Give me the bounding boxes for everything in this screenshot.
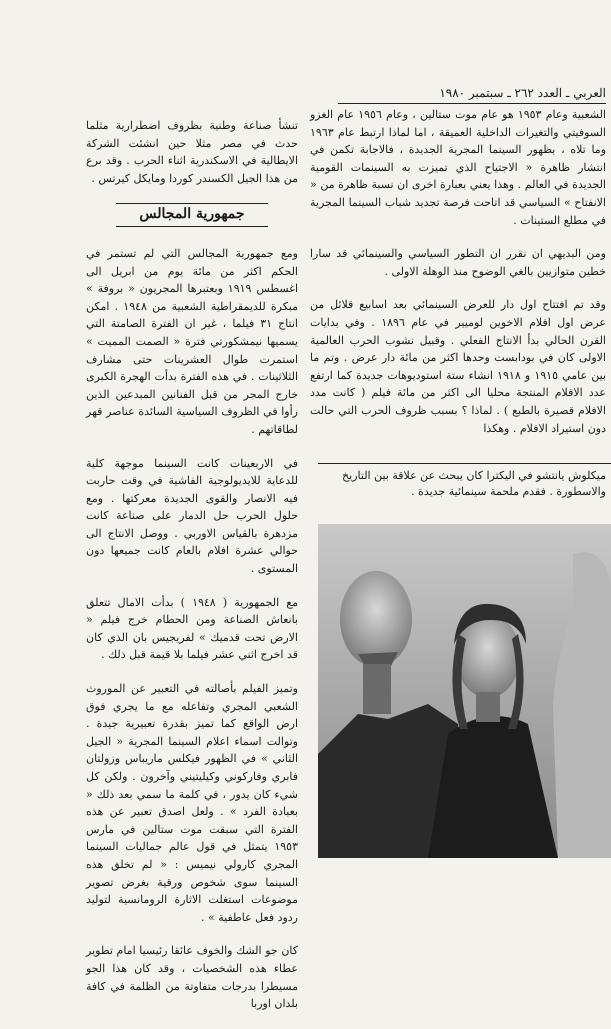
body-paragraph: مع الجمهورية ( ١٩٤٨ ) بدأت الامال تتعلق بانعاش الصناعة ومن الحطام خرج فيلم « الارض تحت قدميك » لفريجيس بان الذي كان قد اخرج اثني عشر فيلما بلا قيمة قبل ذلك . (86, 595, 298, 662)
body-paragraph: في الاربعينات كانت السينما موجهة كلية للدعاية للايديولوجية الفاشية في وقت حاربت فيه الانصار والقوى الجديدة معركتها . ومع حلول الحرب حل الدمار على صناعة كانت مزدهرة بالقياس الاوربي . ووصل الانتاج الى حوالي عشرة افلام بالعام كانت جميعها دون المستوى . (86, 456, 298, 576)
body-paragraph: وتميز الفيلم بأصالته في التعبير عن الموروث الشعبي المجري وتفاعله مع ما يجري فوق ارض الواقع كما تميز بقدرة تعبيرية جيدة . وتوالت اسماء اعلام السينما المجرية « الجيل الثاني » في الظهور فيكلس ماريباس وزولتان فابري وفاركوني وكيليتيني وآخرون . ولكن كل شيء كان يدور ، في كلمة ما سمي بعد ذلك « بعبادة الفرد » . ولعل اصدق تعبير عن هذه الفترة التي سبقت موت ستالين في مارس ١٩٥٣ يتمثل في قول عالم جماليات السينما المجري كارولي نيميس : « لم تخلق هذه السينما سوى شخوص ورقية بغرض تصوير موضوعات استغلت الاثارة الرومانسية لتوليد ردود فعل عاطفية » . (86, 682, 298, 924)
left-column (86, 117, 298, 1029)
film-still-photo (318, 524, 611, 858)
section-heading: جمهورية المجالس (116, 203, 268, 227)
running-header: العربي ـ العدد ٢٦٢ ـ سبتمبر ١٩٨٠ (338, 86, 606, 104)
photo-caption: ميكلوش يانتشو في اليكترا كان يبحث عن علاقة بين التاريخ والاسطورة . فقدم ملحمة سينمائية جديدة . (342, 469, 606, 498)
caption-rule (318, 463, 611, 464)
intro-paragraph: تنشأ صناعة وطنية بظروف اضطرارية مثلما حدث في مصر مثلا حين انشئت الشركة الايطالية في الاسكندرية اثناء الحرب . وقد برع من هذا الجيل الكسندر كوردا ومايكل كيرتس . (86, 119, 298, 185)
right-column (310, 106, 606, 453)
body-paragraph: وقد تم افتتاح اول دار للعرض السينمائي بعد اسابيع قلائل من عرض اول افلام الاخوين لوميير في عام ١٨٩٦ . وفي بدايات القرن الحالي بدأ الانتاج الفعلي . وقبيل نشوب الحرب العالمية الاولى كان في بودابست وحدها اكثر من مائة دار عرض . وتم ما بين عامي ١٩١٥ و ١٩١٨ انشاء ستة استوديوهات جديدة كما ارتفع عدد الافلام المنتجة محليا الى اكثر من مائة فيلم ( كانت مدد الافلام قصيرة بالطبع ) . لماذا ؟ بسبب ظروف الحرب التي حالت دون استيراد الافلام . وهكذا (310, 298, 606, 435)
body-paragraph: الشعبية وعام ١٩٥٣ هو عام موت ستالين ، وعام ١٩٥٦ عام الغزو السوفيتي والتغيرات الداخلية العميقة ، اما لماذا ارتبط عام ١٩٦٣ وما تلاه ، بظهور السينما المجرية الجديدة ، فالاجابة تكمن في انتشار ظاهرة « الاجتياح الذي تميزت به السينمات القومية الجديدة في العالم . وهذا يعني بعبارة اخرى ان نسبة ظاهرة من « الانفتاح » السياسي قد اتاحت فرصة تجديد شباب السينما المجرية في مطلع الستينات . (310, 108, 606, 227)
body-paragraph: ومن البديهي ان نقرر ان التطور السياسي والسينمائي قد سارا خطين متوازيين بالغي الوضوح منذ الوهلة الاولى . (310, 247, 606, 278)
film-still-image (318, 524, 611, 858)
body-paragraph: كان جو الشك والخوف عائقا رئيسيا امام تطوير عطاء هذه الشخصيات ، وقد كان هذا الجو مسيطرا بدرجات متفاوتة من الظلمة في كافة بلدان اوربا (86, 944, 298, 1011)
body-paragraph: ومع جمهورية المجالس التي لم تستمر في الحكم اكثر من مائة يوم من ابريل الى اغسطس ١٩١٩ وبعتبرها المجريون « بروفة » مبكرة للديمقراطية الشعبية من ١٩٤٨ . امكن انتاج ٣١ فيلما ، غير ان الفترة الصامتة التي يسميها نيمشكورتي فترة « الصمت المميت » استمرت طوال العشرينات حتى مشارف الثلاثينات . في هذه الفترة بدأت الهجرة الكبرى خارج المجر من قبل الفنانين المبدعين الذين رأوا في الظروف السياسية السائدة عناصر قهر لطاقاتهم . (86, 246, 298, 436)
